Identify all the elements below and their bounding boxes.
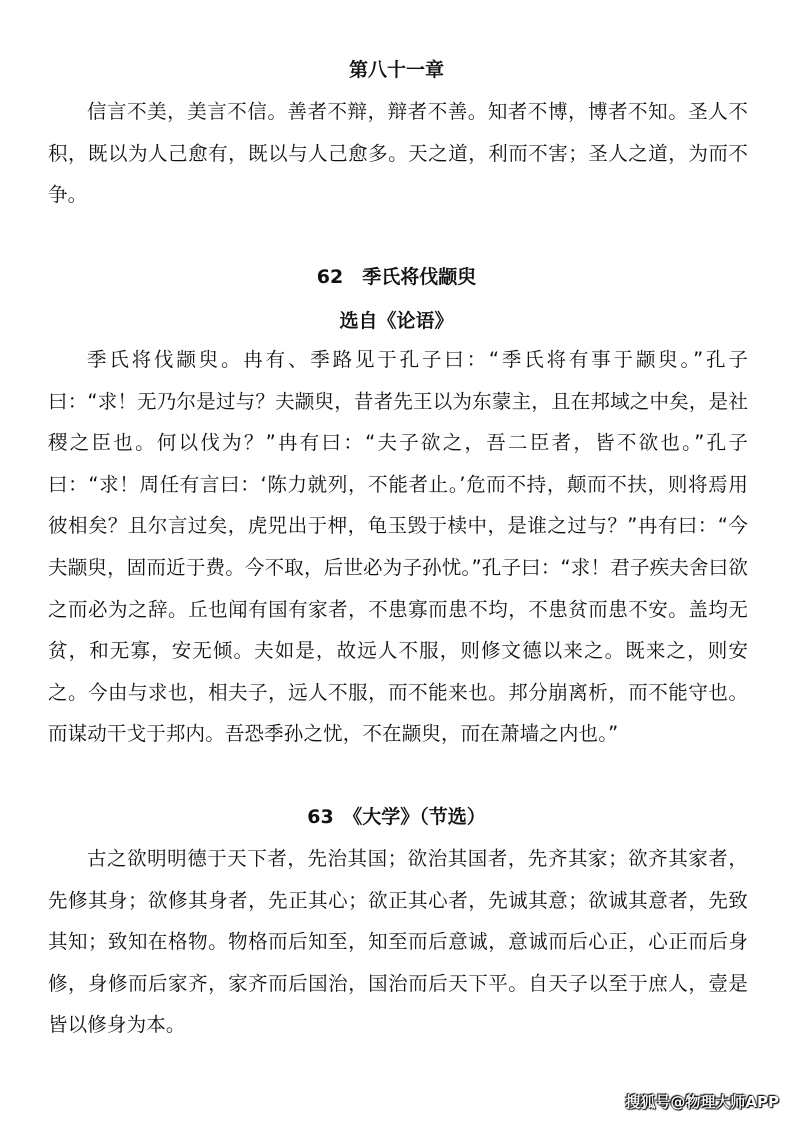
section-62-heading: 62 季氏将伐颛臾 xyxy=(316,266,477,288)
watermark: 搜狐号@物理大师APP xyxy=(625,1093,779,1111)
chapter-81-heading: 第八十一章 xyxy=(348,59,444,81)
section-62-paragraph: 季氏将伐颛臾。冉有、季路见于孔子曰：“季氏将有事于颛臾。”孔子曰：“求！无乃尔是过与？夫颛臾，昔者先王以为东蒙主，且在邦域之中矣，是社稷之臣也。何以伐为？”冉有曰：“夫子欲之，吾二臣者，皆不欲也。”孔子曰：“求！周任有言曰：‘陈力就列，不能者止。’危而不持，颠而不扶，则将焉用彼相矣？且尔言过矣，虎兕出于柙，龟玉毁于椟中，是谁之过与？”冉有曰：“今夫颛臾，固而近于费。今不取，后世必为子孙忧。”孔子曰：“求！君子疾夫舍曰欲之而必为之辞。丘也闻有国有家者，不患寡而患不均，不患贫而患不安。盖均无贫，和无寡，安无倾。夫如是，故远人不服，则修文德以来之。既来之，则安之。今由与求也，相夫子，远人不服，而不能来也。邦分崩离析，而不能守也。而谋动干戈于邦内。吾恐季孙之忧，不在颛臾，而在萧墙之内也。” xyxy=(48,348,748,746)
section-63-paragraph: 古之欲明明德于天下者，先治其国；欲治其国者，先齐其家；欲齐其家者，先修其身；欲修其身者，先正其心；欲正其心者，先诚其意；欲诚其意者，先致其知；致知在格物。物格而后知至，知至而后意诚，意诚而后心正，心正而后身修，身修而后家齐，家齐而后国治，国治而后天下平。自天子以至于庶人，壹是皆以修身为本。 xyxy=(48,847,748,1037)
chapter-81-paragraph: 信言不美，美言不信。善者不辩，辩者不善。知者不博，博者不知。圣人不积，既以为人己愈有，既以与人己愈多。天之道，利而不害；圣人之道，为而不争。 xyxy=(48,100,748,207)
section-62-source: 选自《论语》 xyxy=(339,310,454,332)
section-63-heading: 63 《大学》（节选） xyxy=(307,806,486,828)
